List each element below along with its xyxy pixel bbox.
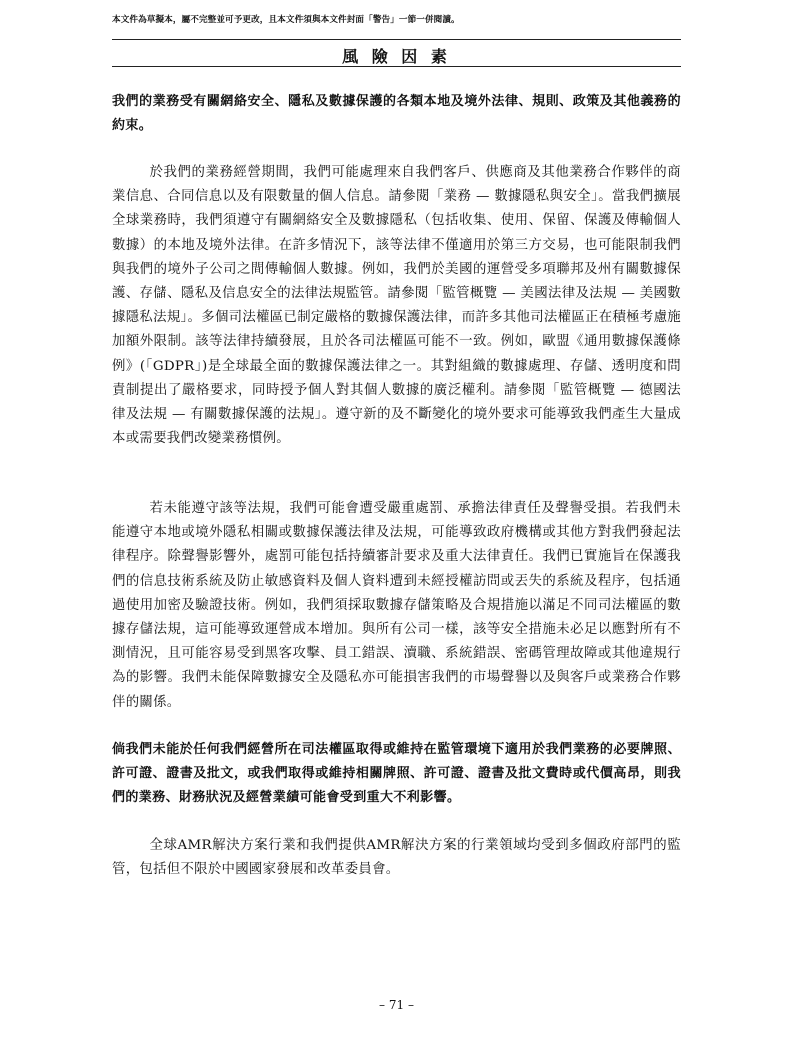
paragraph-data-privacy: 於我們的業務經營期間，我們可能處理來自我們客戶、供應商及其他業務合作夥伴的商業信息、合同信息以及有限數量的個人信息。請參閱「業務 — 數據隱私與安全」。當我們擴展全球業務時，我們須遵守有關網絡安全及數據隱私（包括收集、使用、保留、保護及傳輸個人數據）的本地及境外法律。在許多情況下，該等法律不僅適用於第三方交易，也可能限制我們與我們的境外子公司之間傳輸個人數據。例如，我們於美國的運營受多項聯邦及州有關數據保護、存儲、隱私及信息安全的法律法規監管。請參閱「監管概覽 — 美國法律及法規 — 美國數據隱私法規」。多個司法權區已制定嚴格的數據保護法律，而許多其他司法權區正在積極考慮施加額外限制。該等法律持續發展，且於各司法權區可能不一致。例如，歐盟《通用數據保護條例》(「GDPR」)是全球最全面的數據保護法律之一。其對組織的數據處理、存儲、透明度和問責制提出了嚴格要求，同時授予個人對其個人數據的廣泛權利。請參閱「監管概覽 — 德國法律及法規 — 有關數據保護的法規」。遵守新的及不斷變化的境外要求可能導致我們產生大量成本或需要我們改變業務慣例。 xyxy=(112,165,681,447)
header-rule-top xyxy=(112,39,681,40)
heading-data-protection: 我們的業務受有關網絡安全、隱私及數據保護的各類本地及境外法律、規則、政策及其他義務的約束。 xyxy=(112,94,681,133)
header-rule-bottom xyxy=(112,66,681,67)
paragraph-penalties: 若未能遵守該等法規，我們可能會遭受嚴重處罰、承擔法律責任及聲譽受損。若我們未能遵守本地或境外隱私相關或數據保護法律及法規，可能導致政府機構或其他方對我們發起法律程序。除聲譽影響外，處罰可能包括持續審計要求及重大法律責任。我們已實施旨在保護我們的信息技術系統及防止敏感資料及個人資料遭到未經授權訪問或丟失的系統及程序，包括通過使用加密及驗證技術。例如，我們須採取數據存儲策略及合規措施以滿足不同司法權區的數據存儲法規，這可能導致運營成本增加。與所有公司一樣，該等安全措施未必足以應對所有不測情況，且可能容易受到黑客攻擊、員工錯誤、瀆職、系統錯誤、密碼管理故障或其他違規行為的影響。我們未能保障數據安全及隱私亦可能損害我們的市場聲譽以及與客戶或業務合作夥伴的關係。 xyxy=(112,501,681,710)
heading-licenses: 倘我們未能於任何我們經營所在司法權區取得或維持在監管環境下適用於我們業務的必要牌照、許可證、證書及批文，或我們取得或維持相關牌照、許可證、證書及批文費時或代價高昂，則我們的業務、財務狀況及經營業績可能會受到重大不利影響。 xyxy=(112,742,681,805)
page-number: – 71 – xyxy=(379,998,414,1012)
paragraph-amr-regulation: 全球AMR解決方案行業和我們提供AMR解決方案的行業領域均受到多個政府部門的監管，包括但不限於中國國家發展和改革委員會。 xyxy=(112,838,681,878)
draft-notice: 本文件為草擬本，屬不完整並可予更改，且本文件須與本文件封面「警告」一節一併閱讀。 xyxy=(112,15,460,25)
section-title: 風 險 因 素 xyxy=(342,47,451,66)
